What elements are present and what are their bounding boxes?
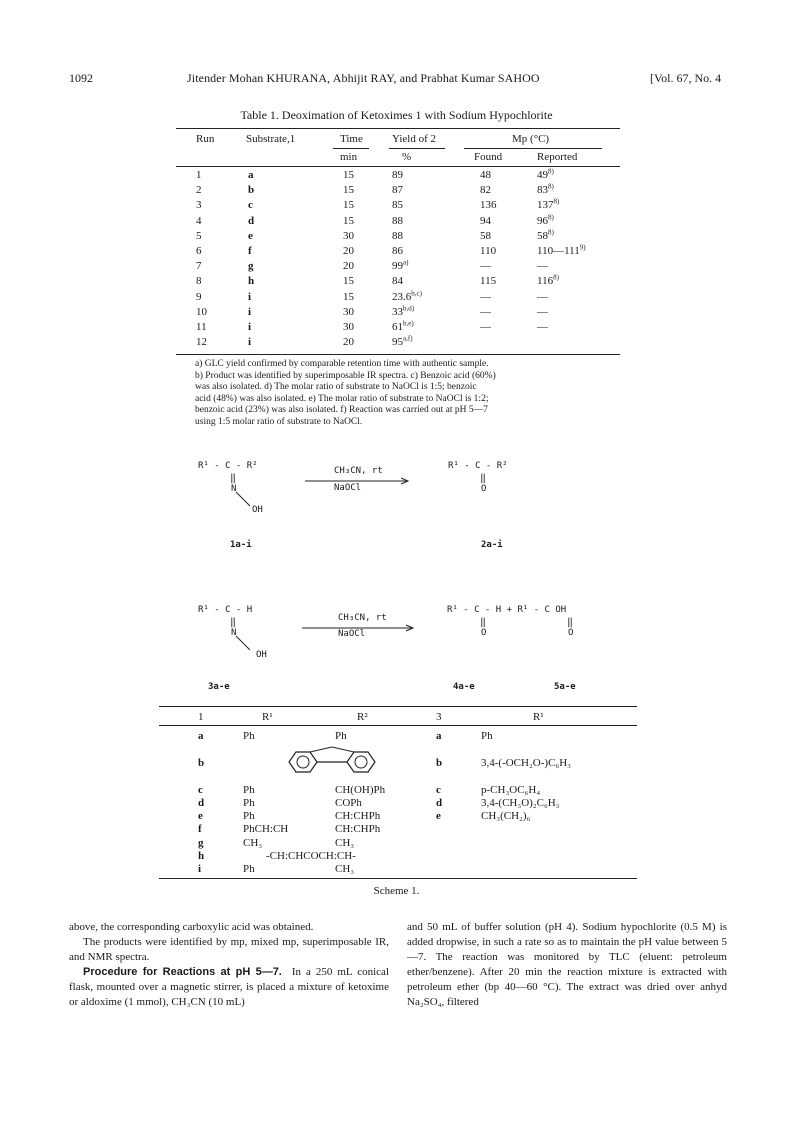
- body-column-left: [69, 920, 389, 1010]
- footnote-marker: a,f): [403, 334, 413, 343]
- cell-yield-text: 87: [392, 184, 403, 197]
- cell-found: [480, 215, 491, 227]
- nitrogen-label: N: [231, 484, 237, 494]
- cell-substrate: [248, 306, 251, 318]
- cell-substrate: [248, 275, 254, 287]
- col-header-r1b: R¹: [533, 711, 544, 723]
- cell-found: [480, 184, 491, 196]
- cell-yield-text: 86: [392, 245, 403, 257]
- cell-run-text: 6: [196, 245, 202, 257]
- cell-reported: [537, 291, 548, 303]
- cell-time: [343, 260, 354, 272]
- subst-key: c: [198, 784, 203, 796]
- reagent-label: CH₃CN, rt: [338, 613, 387, 623]
- cell-time-text: 20: [343, 245, 354, 257]
- double-bond: ‖: [230, 473, 237, 484]
- cell-yield-text: 84: [392, 275, 403, 288]
- subst-r2: CH₃: [335, 837, 355, 849]
- cell-found: [480, 291, 491, 303]
- subst-key: h: [198, 850, 205, 862]
- subst-key: g: [198, 837, 204, 849]
- cell-yield: [392, 321, 414, 333]
- paragraph-text: In a 250 mL conical flask, mounted over a magnetic stirrer, is placed a mixture of ketoxime or aldoxime (1 mmol), CH₃CN (10 mL): [69, 966, 389, 1008]
- cell-run-text: 11: [196, 321, 207, 333]
- cell-substrate-text: e: [248, 229, 253, 242]
- cell-reported: [537, 212, 554, 227]
- cell-found-text: —: [480, 321, 491, 333]
- subst-r2: Ph: [335, 730, 347, 742]
- cell-found-text: —: [480, 290, 491, 303]
- col-header-time: Time: [340, 133, 363, 145]
- cell-yield-text: 99: [392, 260, 403, 273]
- cell-substrate-text: c: [248, 199, 253, 212]
- subst-key: b: [198, 757, 205, 769]
- cell-run-text: 12: [196, 336, 207, 349]
- cell-found: [480, 306, 491, 318]
- subst-key-3: e: [436, 810, 441, 822]
- double-bond: ‖: [480, 473, 487, 484]
- cell-found-text: 94: [480, 214, 491, 227]
- compound-label-5: 5a-e: [554, 682, 576, 692]
- cell-time: [343, 275, 354, 287]
- cell-time: [343, 169, 354, 181]
- cell-yield: [392, 215, 403, 227]
- cell-run-text: 4: [196, 214, 202, 227]
- cell-substrate: [248, 245, 252, 257]
- cell-time-text: 30: [343, 305, 354, 318]
- cell-reported-text: 83: [537, 184, 548, 197]
- cell-run-text: 2: [196, 184, 202, 197]
- subst-key-3: d: [436, 797, 443, 809]
- cell-reported: [537, 184, 554, 196]
- cell-substrate-text: i: [248, 305, 252, 318]
- nitrogen-label: N: [231, 628, 237, 638]
- footnote-line: acid (48%) was also isolated. e) The molar ratio of substrate to NaOCl is 1:2;: [195, 393, 489, 404]
- cell-time-text: 30: [343, 229, 354, 242]
- cell-substrate: [248, 169, 254, 181]
- oxygen-label: O: [568, 628, 574, 638]
- cell-yield: [392, 199, 403, 211]
- cell-substrate: [248, 230, 253, 242]
- subst-r2: COPh: [335, 797, 362, 809]
- cell-run: [196, 291, 202, 303]
- paragraph: The products were identified by mp, mixed mp, superimposable IR, and NMR spectra.: [69, 936, 389, 963]
- cell-time-text: 15: [343, 169, 354, 181]
- cell-time: [343, 230, 354, 242]
- footnote-line: using 1:5 molar ratio of substrate to NaOCl.: [195, 416, 363, 427]
- subst-r1: Ph: [243, 810, 255, 822]
- cell-yield-text: 89: [392, 169, 403, 181]
- cell-reported-text: 58: [537, 229, 548, 242]
- cell-substrate-text: b: [248, 184, 255, 197]
- page-number: 1092: [69, 71, 93, 85]
- subst-r1-3: 3,4-(-OCH₂O-)C₆H₃: [481, 757, 572, 769]
- cell-substrate: [248, 336, 251, 348]
- footnote-line: benzoic acid (23%) was also isolated. f) Reaction was carried out at pH 5—7: [195, 405, 488, 415]
- subst-r2: CH(OH)Ph: [335, 784, 386, 796]
- cell-yield: [392, 336, 413, 348]
- cell-run-text: 1: [196, 169, 202, 181]
- paragraph: [69, 965, 389, 1010]
- compound-label-2: 2a-i: [481, 540, 503, 550]
- col-header-3: 3: [436, 711, 442, 723]
- col-header-1: 1: [198, 711, 204, 723]
- cell-run: [196, 215, 202, 227]
- cell-reported: [537, 199, 559, 211]
- unit-min: min: [340, 151, 358, 163]
- footnote-marker: a): [403, 258, 409, 267]
- cell-reported-text: 137: [537, 199, 554, 212]
- cell-run: [196, 230, 202, 242]
- subst-r2: CH₃: [335, 863, 355, 875]
- col-header-yield: Yield of 2: [392, 133, 436, 145]
- n-oh-bond: [234, 634, 254, 654]
- subst-key-3: a: [436, 730, 442, 742]
- oxidant-label: NaOCl: [334, 483, 362, 493]
- cell-reported: [537, 230, 554, 242]
- cell-reported-text: —: [537, 260, 548, 273]
- cell-run-text: 5: [196, 229, 202, 242]
- cell-reported: [537, 169, 554, 181]
- cell-run: [196, 199, 202, 211]
- cell-reported: [537, 245, 586, 257]
- cell-run-text: 9: [196, 290, 202, 303]
- footnote-line: b) Product was identified by superimposable IR spectra. c) Benzoic acid (60%): [195, 370, 496, 381]
- cell-time: [343, 184, 354, 196]
- footnote-marker: 8): [553, 273, 559, 282]
- cell-time-text: 15: [343, 290, 354, 303]
- col-header-r2: R²: [357, 711, 368, 723]
- cell-substrate-text: d: [248, 214, 255, 227]
- cell-reported: [537, 260, 548, 272]
- cell-found: [480, 230, 491, 242]
- subst-key: a: [198, 730, 204, 742]
- reagent-label: CH₃CN, rt: [334, 466, 383, 476]
- subst-key: e: [198, 810, 203, 822]
- cell-found: [480, 321, 491, 333]
- cell-found: [480, 275, 496, 287]
- reactant-1-formula: R¹ - C - R²: [198, 461, 258, 471]
- subst-r1: Ph: [243, 797, 255, 809]
- cell-time: [343, 306, 354, 318]
- cell-run-text: 8: [196, 275, 202, 288]
- cell-reported-text: 110—111: [537, 245, 580, 257]
- subst-r1-3: p-CH₃OC₆H₄: [481, 784, 541, 796]
- cell-found-text: 48: [480, 169, 491, 181]
- col-header-r1: R¹: [262, 711, 273, 723]
- cell-reported-text: —: [537, 305, 548, 318]
- oxygen-label: O: [481, 484, 487, 494]
- fluorenone-ring-structure: [282, 746, 382, 778]
- cell-yield-text: 23.6: [392, 290, 412, 303]
- cell-substrate-text: h: [248, 275, 255, 288]
- cell-yield-text: 88: [392, 229, 403, 242]
- double-bond: ‖: [230, 617, 237, 628]
- body-column-right: [407, 920, 727, 1010]
- cell-yield-text: 88: [392, 214, 403, 227]
- subst-r1-3: Ph: [481, 730, 493, 742]
- footnote-marker: b,e): [403, 319, 414, 328]
- col-header-run: Run: [196, 133, 215, 145]
- cell-time: [343, 199, 354, 211]
- subst-r1-3: CH₃(CH₂)₆: [481, 810, 531, 822]
- running-authors: Jitender Mohan KHURANA, Abhijit RAY, and Prabhat Kumar SAHOO: [187, 71, 540, 85]
- cell-time-text: 30: [343, 321, 354, 333]
- hydroxyl-label: OH: [252, 505, 263, 515]
- footnotes: [195, 359, 605, 428]
- cell-time-text: 20: [343, 260, 354, 273]
- cell-yield: [392, 306, 414, 318]
- cell-reported-text: 96: [537, 214, 548, 227]
- unit-found: Found: [474, 151, 503, 163]
- hydroxyl-label: OH: [256, 650, 267, 660]
- cell-yield: [392, 288, 422, 303]
- cell-found-text: —: [480, 305, 491, 318]
- cell-run: [196, 260, 202, 272]
- cell-reported-text: —: [537, 321, 548, 333]
- oxygen-label: O: [481, 628, 487, 638]
- double-bond: ‖: [480, 617, 487, 628]
- cell-found-text: 110: [480, 245, 497, 257]
- cell-time: [343, 291, 354, 303]
- cell-yield: [392, 230, 403, 242]
- cell-found-text: 115: [480, 275, 497, 288]
- cell-yield: [392, 260, 408, 272]
- cell-yield-text: 33: [392, 305, 403, 318]
- cell-substrate: [248, 260, 254, 272]
- cell-time-text: 15: [343, 214, 354, 227]
- product-2-formula: R¹ - C - R²: [448, 461, 508, 471]
- cell-time-text: 15: [343, 275, 354, 288]
- cell-yield-text: 95: [392, 336, 403, 349]
- cell-substrate: [248, 321, 251, 333]
- cell-substrate-text: g: [248, 260, 254, 273]
- cell-run-text: 3: [196, 199, 202, 212]
- subst-r1: Ph: [243, 730, 255, 742]
- subst-r1: Ph: [243, 784, 255, 796]
- unit-reported: Reported: [537, 151, 578, 163]
- cell-time: [343, 215, 354, 227]
- footnote-marker: b,c): [411, 288, 422, 297]
- footnote-line: was also isolated. d) The molar ratio of substrate to NaOCl is 1:5; benzoic: [195, 382, 477, 392]
- scheme-caption: Scheme 1.: [373, 885, 420, 897]
- cell-substrate-text: i: [248, 336, 252, 349]
- cell-time: [343, 336, 354, 348]
- products-4-5-formula: R¹ - C - H + R¹ - C OH: [447, 605, 567, 615]
- cell-substrate-text: f: [248, 245, 252, 257]
- subst-key-3: b: [436, 757, 443, 769]
- footnote-marker: 9): [579, 243, 586, 252]
- subst-r1-3: 3,4-(CH₃O)₂C₆H₃: [481, 797, 560, 809]
- unit-percent: %: [402, 151, 412, 163]
- cell-yield: [392, 169, 403, 181]
- col-header-substrate: Substrate,1: [246, 133, 296, 145]
- cell-found: [480, 169, 491, 181]
- cell-run: [196, 169, 202, 181]
- cell-substrate: [248, 215, 254, 227]
- cell-run: [196, 275, 202, 287]
- cell-found: [480, 199, 497, 211]
- oxidant-label: NaOCl: [338, 629, 366, 639]
- cell-run: [196, 306, 207, 318]
- cell-found-text: 136: [480, 199, 497, 212]
- subst-r2: CH:CHPh: [335, 810, 381, 822]
- journal-volume: [Vol. 67, No. 4: [650, 71, 722, 85]
- cell-time: [343, 245, 354, 257]
- subst-r1: PhCH:CH: [243, 823, 289, 835]
- footnote-marker: 8): [553, 197, 560, 206]
- subst-r1: -CH:CHCOCH:CH-: [266, 850, 356, 862]
- compound-label-4: 4a-e: [453, 682, 475, 692]
- cell-found-text: 82: [480, 184, 491, 197]
- paragraph: and 50 mL of buffer solution (pH 4). Sodium hypochlorite (0.5 M) is added dropwise, in such a rate so as to maintain the pH value between 5—7. The reaction was monitored by TLC (eluent: petroleum ether/benzene). After 20 min the reaction mixture is extracted with petroleum ether (bp 40—60 °C). The extract was dried over anhyd Na₂SO₄, filtered: [407, 921, 727, 1008]
- cell-substrate-text: a: [248, 169, 254, 181]
- subst-key: i: [198, 863, 202, 875]
- cell-substrate-text: i: [248, 290, 252, 303]
- cell-time-text: 20: [343, 336, 354, 349]
- cell-found-text: 58: [480, 229, 491, 242]
- paragraph: above, the corresponding carboxylic acid was obtained.: [69, 921, 314, 933]
- table-caption: Table 1. Deoximation of Ketoximes 1 with Sodium Hypochlorite: [240, 108, 553, 122]
- cell-reported: [537, 275, 559, 287]
- cell-yield: [392, 184, 403, 196]
- subst-key-3: c: [436, 784, 441, 796]
- subst-r1: Ph: [243, 863, 255, 875]
- cell-yield: [392, 245, 403, 257]
- cell-yield: [392, 275, 403, 287]
- cell-run: [196, 336, 207, 348]
- cell-substrate: [248, 199, 253, 211]
- cell-substrate-text: i: [248, 321, 252, 333]
- footnote-marker: 8): [548, 228, 554, 237]
- compound-label-1: 1a-i: [230, 540, 252, 550]
- cell-yield-text: 85: [392, 199, 403, 212]
- compound-label-3: 3a-e: [208, 682, 230, 692]
- footnote-marker: 8): [548, 212, 554, 221]
- cell-found: [480, 245, 496, 257]
- n-oh-bond: [234, 490, 254, 510]
- cell-reported: [537, 306, 548, 318]
- cell-reported-text: 116: [537, 275, 554, 288]
- cell-run-text: 7: [196, 260, 202, 273]
- cell-substrate: [248, 184, 254, 196]
- cell-run: [196, 321, 207, 333]
- subst-r1: CH₃: [243, 837, 263, 849]
- footnote-marker: 8): [548, 167, 554, 176]
- cell-time-text: 15: [343, 184, 354, 197]
- cell-time-text: 15: [343, 199, 354, 212]
- cell-found: [480, 260, 491, 272]
- cell-run: [196, 245, 202, 257]
- footnote-marker: 8): [548, 182, 554, 191]
- subst-r2: CH:CHPh: [335, 823, 381, 835]
- footnote-marker: b,d): [403, 304, 415, 313]
- cell-found-text: —: [480, 260, 491, 273]
- col-header-mp: Mp (°C): [512, 133, 550, 145]
- cell-substrate: [248, 291, 251, 303]
- cell-reported-text: 49: [537, 169, 548, 181]
- cell-reported-text: —: [537, 290, 548, 303]
- subst-key: f: [198, 823, 202, 835]
- footnote-line: a) GLC yield confirmed by comparable retention time with authentic sample.: [195, 359, 489, 369]
- cell-run-text: 10: [196, 305, 207, 318]
- cell-run: [196, 184, 202, 196]
- cell-reported: [537, 321, 548, 333]
- cell-time: [343, 321, 354, 333]
- section-heading: Procedure for Reactions at pH 5—7.: [83, 966, 282, 978]
- reactant-3-formula: R¹ - C - H: [198, 605, 253, 615]
- subst-key: d: [198, 797, 205, 809]
- double-bond: ‖: [567, 617, 574, 628]
- cell-yield-text: 61: [392, 321, 403, 333]
